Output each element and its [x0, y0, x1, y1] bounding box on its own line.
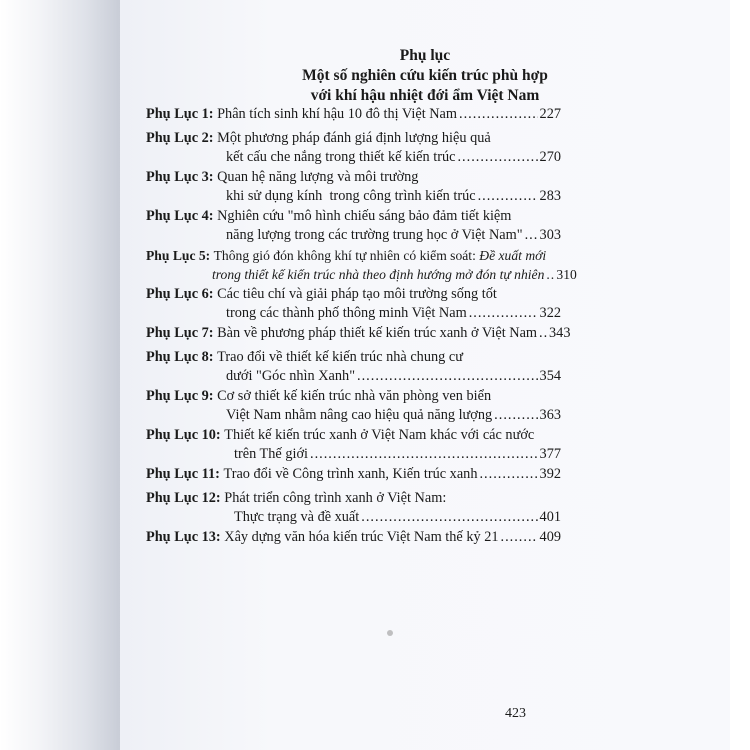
toc-entry-title: Nghiên cứu "mô hình chiếu sáng bảo đảm tiết kiệm	[217, 208, 512, 224]
toc-entry[interactable]	[146, 129, 561, 167]
toc-entry-label: Phụ Lục 12:	[146, 490, 221, 506]
toc-entry-label: Phụ Lục 8:	[146, 349, 214, 365]
toc-entry[interactable]	[146, 528, 561, 547]
toc-entry[interactable]	[146, 285, 561, 323]
toc-entry-page: 363	[539, 407, 561, 423]
toc-entry-page: 283	[539, 188, 561, 204]
toc-entry-page: 227	[539, 106, 561, 122]
toc-entry-page: 409	[539, 529, 561, 545]
toc-entry-label: Phụ Lục 7:	[146, 325, 214, 341]
toc-entry-title: Xây dựng văn hóa kiến trúc Việt Nam thế kỷ 21	[224, 529, 499, 545]
toc-entry-label: Phụ Lục 1:	[146, 106, 214, 122]
appendix-title: Phụ lục	[399, 47, 451, 64]
toc-entry-page: 354	[539, 368, 561, 384]
dot-leader	[539, 324, 547, 343]
toc-entry-title-cont: trong các thành phố thông minh Việt Nam	[226, 305, 467, 321]
toc-entry-page: 322	[539, 305, 561, 321]
dot-leader	[501, 528, 538, 547]
toc-entry-page: 270	[539, 149, 561, 165]
page-number: 423	[505, 706, 526, 721]
toc-entry-title: Bàn về phương pháp thiết kế kiến trúc xanh ở Việt Nam	[217, 325, 538, 341]
toc-entry-title-cont: Việt Nam nhằm nâng cao hiệu quả năng lượng	[226, 407, 493, 423]
toc-entry-title-cont: khi sử dụng kính trong công trình kiến trúc	[226, 188, 476, 204]
toc-entry-title-cont: trong thiết kế kiến trúc nhà theo định hướng mở đón tự nhiên	[212, 267, 545, 282]
toc-entry-title-cont: năng lượng trong các trường trung học ở Việt Nam"	[226, 227, 523, 243]
toc-entry-page: 343	[549, 325, 571, 341]
toc-entry[interactable]	[146, 426, 561, 464]
toc-entry-title: Thiết kế kiến trúc xanh ở Việt Nam khác với các nước	[224, 427, 535, 443]
toc-entry-label: Phụ Lục 6:	[146, 286, 214, 302]
toc-entry-title: Quan hệ năng lượng và môi trường	[217, 169, 419, 185]
dot-leader	[457, 148, 537, 167]
dot-leader	[494, 406, 537, 425]
toc-entry-label: Phụ Lục 13:	[146, 529, 221, 545]
dot-leader	[357, 367, 538, 386]
dot-leader	[310, 445, 538, 464]
toc-entry-page: 303	[539, 227, 561, 243]
ink-smudge	[380, 628, 400, 638]
toc-entry-title: Phát triển công trình xanh ở Việt Nam:	[224, 490, 447, 506]
toc-entry-title-cont: dưới "Góc nhìn Xanh"	[226, 368, 356, 384]
toc-entry-title-cont: kết cấu che nắng trong thiết kế kiến trúc	[226, 149, 456, 165]
toc-entry-title-cont: Thực trạng và đề xuất	[234, 509, 360, 525]
toc-entry-page: 401	[539, 509, 561, 525]
toc-entry-label: Phụ Lục 4:	[146, 208, 214, 224]
dot-leader	[469, 304, 538, 323]
toc-entry[interactable]	[146, 168, 561, 206]
dot-leader	[361, 508, 537, 527]
toc-entry-label: Phụ Lục 3:	[146, 169, 214, 185]
dot-leader	[478, 187, 538, 206]
dot-leader	[525, 226, 538, 245]
toc-entry-title: Phân tích sinh khí hậu 10 đô thị Việt Nam	[217, 106, 458, 122]
toc-entry-title: Các tiêu chí và giải pháp tạo môi trường sống tốt	[217, 286, 497, 302]
book-spine-shadow	[0, 0, 120, 750]
toc-entry-title: Một phương pháp đánh giá định lượng hiệu quả	[217, 130, 491, 146]
toc-entry-page: 310	[556, 267, 577, 282]
toc-entry-label: Phụ Lục 5:	[146, 248, 211, 263]
toc-entry-label: Phụ Lục 10:	[146, 427, 221, 443]
toc-entry[interactable]	[146, 387, 561, 425]
toc-entry[interactable]	[146, 348, 561, 386]
dot-leader	[479, 465, 537, 484]
toc-entry-label: Phụ Lục 9:	[146, 388, 214, 404]
toc-entry[interactable]	[146, 465, 561, 484]
appendix-subtitle-line-2: với khí hậu nhiệt đới ẩm Việt Nam	[310, 87, 540, 104]
toc-entry-title-cont: trên Thế giới	[234, 446, 308, 462]
toc-entry-title: Trao đổi về Công trình xanh, Kiến trúc xanh	[223, 466, 478, 482]
toc-entry-label: Phụ Lục 2:	[146, 130, 214, 146]
toc-entry-label: Phụ Lục 11:	[146, 466, 220, 482]
toc-entry[interactable]	[146, 105, 561, 124]
toc-entry-title: Trao đổi về thiết kế kiến trúc nhà chung cư	[217, 349, 463, 365]
toc-entry[interactable]	[146, 207, 561, 245]
dot-leader	[459, 105, 538, 124]
toc-entry[interactable]	[146, 324, 571, 343]
toc-entry[interactable]	[146, 246, 577, 284]
dot-leader	[546, 265, 554, 284]
book-page	[120, 0, 730, 750]
toc-entry-page: 377	[539, 446, 561, 462]
toc-entry-page: 392	[539, 466, 561, 482]
appendix-subtitle-line-1: Một số nghiên cứu kiến trúc phù hợp	[302, 67, 548, 84]
toc-entry-title: Thông gió đón không khí tự nhiên có kiểm soát:	[213, 248, 476, 263]
toc-entry-title: Cơ sở thiết kế kiến trúc nhà văn phòng ven biển	[217, 388, 492, 404]
toc-entry-title-italic: Đề xuất mới	[479, 248, 547, 263]
toc-entry[interactable]	[146, 489, 561, 527]
